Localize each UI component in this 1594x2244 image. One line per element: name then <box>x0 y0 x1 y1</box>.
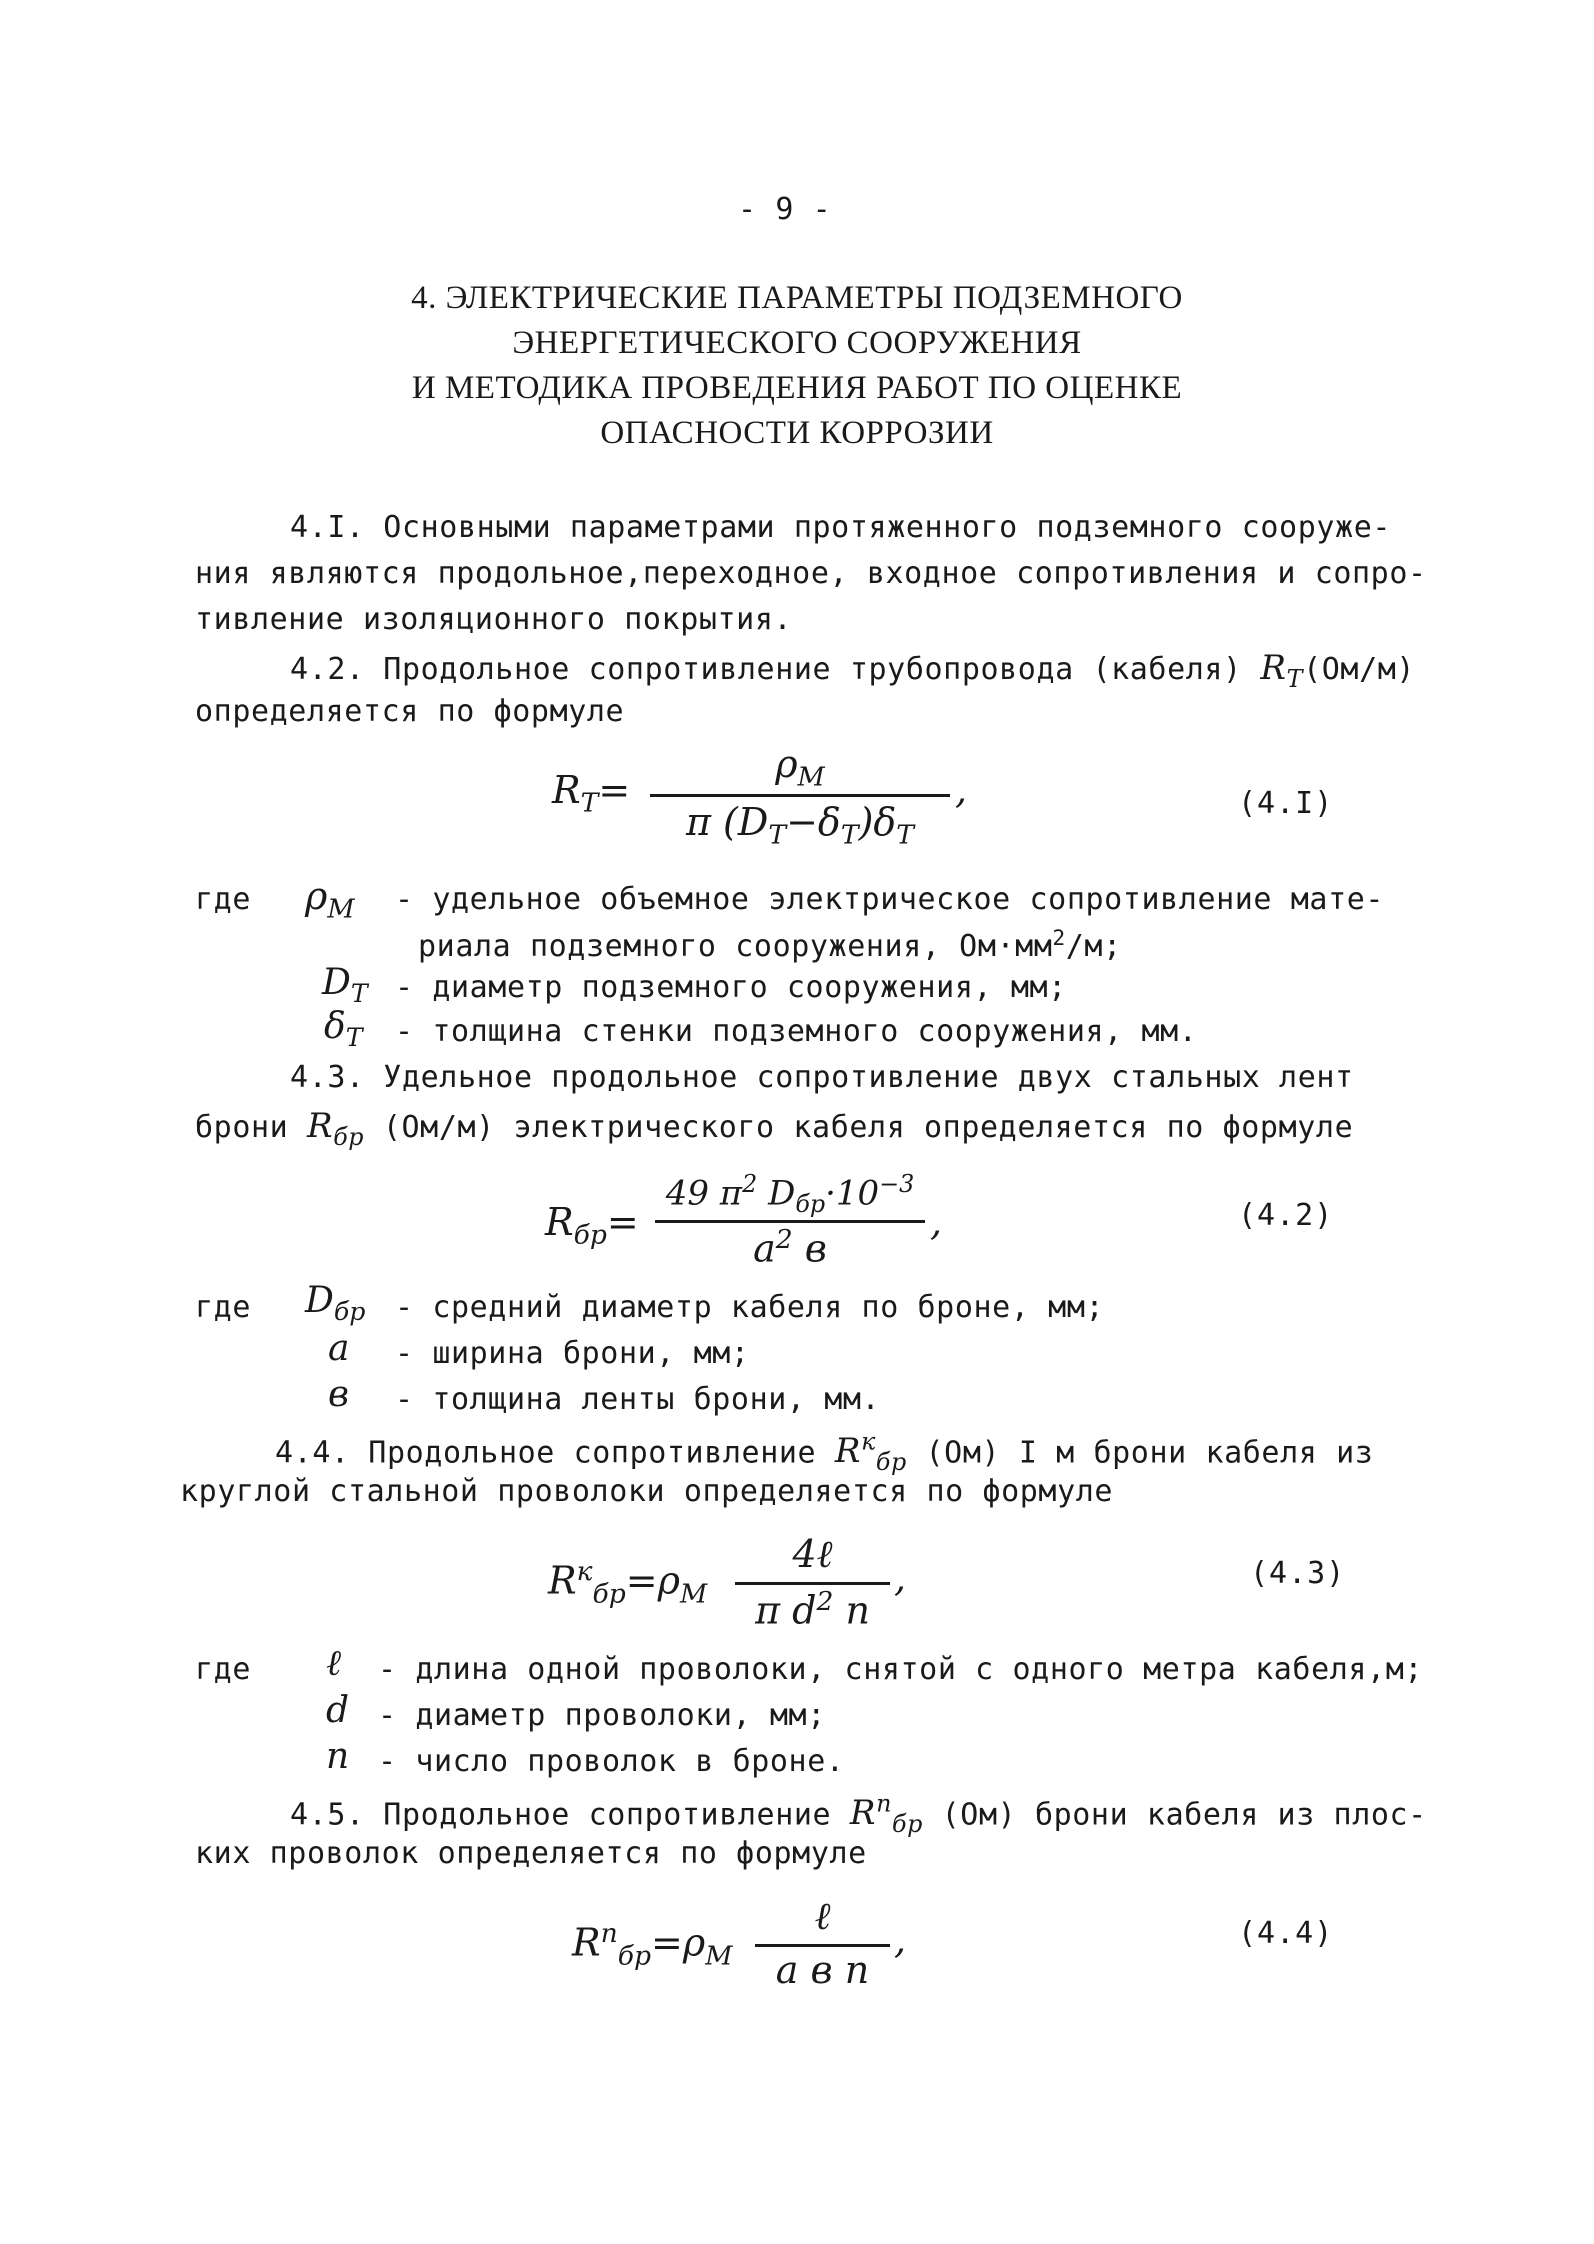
def-symbol: d <box>326 1690 350 1731</box>
rho-symbol: ρ <box>657 1558 680 1603</box>
denominator: a в n <box>775 1948 870 1992</box>
formula-lhs <box>572 1918 732 1971</box>
def-symbol <box>322 962 368 1008</box>
def-text: - удельное объемное электрическое сопротивление мате- <box>395 882 1385 917</box>
paragraph-line: 4.I. Основными параметрами протяженного подземного сооруже- <box>290 510 1392 545</box>
superscript: −3 <box>879 1170 915 1198</box>
def-text: - число проволок в броне. <box>378 1744 845 1779</box>
superscript: 2 <box>816 1586 834 1617</box>
paragraph-text: 4.4. Продольное сопротивление <box>275 1435 817 1471</box>
numerator: 4ℓ <box>792 1532 833 1576</box>
formula-comma: , <box>955 768 968 812</box>
def-text-part: риала подземного сооружения, Ом·мм <box>418 929 1053 964</box>
formula-symbol: R <box>572 1920 601 1965</box>
paragraph-line: ния являются продольное,переходное, входное сопротивления и сопро- <box>195 556 1427 591</box>
formula-number: (4.3) <box>1250 1556 1346 1591</box>
denominator <box>655 1224 925 1271</box>
def-text <box>418 926 1122 964</box>
symbol-subscript: Т <box>350 979 368 1009</box>
fraction-bar <box>655 1220 925 1223</box>
paragraph-line: круглой стальной проволоки определяется по формуле <box>180 1474 1114 1509</box>
paragraph-text: 4.5. Продольное сопротивление <box>290 1797 832 1833</box>
formula-number: (4.2) <box>1238 1198 1334 1233</box>
def-text: - ширина брони, мм; <box>395 1336 750 1371</box>
rho-symbol: ρ <box>682 1920 706 1965</box>
def-text: - диаметр подземного сооружения, мм; <box>395 970 1067 1005</box>
formula-superscript: к <box>576 1556 593 1587</box>
def-symbol: ℓ <box>326 1643 341 1684</box>
formula-subscript: бр <box>617 1940 652 1972</box>
paragraph-line <box>195 1106 1353 1151</box>
paragraph-text: брони <box>195 1110 289 1145</box>
formula-comma: , <box>894 1918 907 1962</box>
fraction-bar <box>755 1944 890 1947</box>
subscript: Т <box>896 819 915 851</box>
num-part: 49 π <box>665 1173 743 1214</box>
symbol-subscript: бр <box>892 1810 923 1839</box>
fraction <box>650 742 950 862</box>
where-label: где <box>195 1652 251 1687</box>
paragraph-line: 4.3. Удельное продольное сопротивление двух стальных лент <box>290 1060 1354 1095</box>
symbol-letter: R <box>834 1431 862 1472</box>
formula-number: (4.I) <box>1238 786 1334 821</box>
def-text: - толщина стенки подземного сооружения, мм. <box>395 1014 1198 1049</box>
equals-sign: = <box>625 1558 658 1603</box>
symbol-r-t <box>1260 648 1304 693</box>
paragraph-line: тивление изоляционного покрытия. <box>195 602 793 637</box>
def-text: - диаметр проволоки, мм; <box>378 1698 826 1733</box>
symbol-subscript: Т <box>1286 664 1304 693</box>
paragraph-text: (Ом/м) электрического кабеля определяется по формуле <box>382 1110 1354 1145</box>
fraction <box>755 1894 890 2004</box>
paragraph-text: (Ом) брони кабеля из плос- <box>941 1797 1427 1833</box>
superscript: 2 <box>775 1224 793 1255</box>
def-symbol: в <box>328 1374 349 1415</box>
den-part: π (D <box>685 800 769 844</box>
symbol-r-br <box>306 1106 365 1151</box>
equals-sign: = <box>606 1200 639 1244</box>
section-title-line: И МЕТОДИКА ПРОВЕДЕНИЯ РАБОТ ПО ОЦЕНКЕ <box>411 370 1183 406</box>
den-part: a <box>753 1226 776 1271</box>
section-title-line: 4. ЭЛЕКТРИЧЕСКИЕ ПАРАМЕТРЫ ПОДЗЕМНОГО <box>411 280 1183 316</box>
fraction <box>735 1532 890 1642</box>
symbol-subscript: Т <box>345 1023 363 1053</box>
paragraph-text: (Ом) I м брони кабеля из <box>925 1435 1374 1471</box>
formula-subscript: Т <box>580 787 599 819</box>
num-part: D <box>757 1173 796 1214</box>
formula-lhs <box>548 1556 707 1609</box>
symbol-subscript: М <box>327 893 355 925</box>
section-title-line: ЭНЕРГЕТИЧЕСКОГО СООРУЖЕНИЯ <box>512 325 1082 361</box>
formula-subscript: бр <box>573 1219 607 1251</box>
den-part: −δ <box>786 800 841 844</box>
def-text: - толщина ленты брони, мм. <box>395 1382 881 1417</box>
numerator <box>650 742 950 793</box>
symbol-letter: D <box>322 962 351 1003</box>
paragraph-line <box>275 1428 1373 1476</box>
symbol-letter: δ <box>324 1006 346 1047</box>
def-text: - средний диаметр кабеля по броне, мм; <box>395 1290 1105 1325</box>
subscript: Т <box>840 819 859 851</box>
def-symbol <box>324 1006 363 1052</box>
formula-lhs <box>552 768 630 819</box>
subscript: М <box>797 761 825 793</box>
formula-subscript: М <box>679 1578 708 1610</box>
rho-symbol: ρ <box>775 742 798 786</box>
paragraph-line <box>290 648 1415 693</box>
def-text-part: /м; <box>1065 929 1122 964</box>
subscript: Т <box>768 819 787 851</box>
symbol-subscript: бр <box>333 1122 365 1151</box>
numerator <box>655 1170 925 1218</box>
where-label: где <box>195 882 251 917</box>
formula-lhs <box>545 1200 639 1251</box>
def-symbol: a <box>328 1328 350 1369</box>
symbol-subscript: бр <box>333 1297 366 1327</box>
equals-sign: = <box>598 768 631 812</box>
den-part: )δ <box>858 800 897 844</box>
symbol-letter: R <box>849 1793 877 1834</box>
symbol-letter: R <box>1260 648 1287 688</box>
equals-sign: = <box>651 1920 683 1965</box>
page-number: - 9 - <box>738 192 832 227</box>
symbol-r-br-k <box>834 1428 907 1477</box>
formula-subscript: бр <box>592 1578 626 1610</box>
fraction-bar <box>735 1582 890 1585</box>
den-part: π d <box>755 1588 817 1633</box>
paragraph-line: ких проволок определяется по формуле <box>195 1836 867 1871</box>
symbol-superscript: п <box>876 1790 892 1818</box>
formula-subscript: М <box>705 1940 733 1972</box>
numerator: ℓ <box>814 1894 831 1938</box>
fraction <box>655 1170 925 1280</box>
where-label: где <box>195 1290 251 1325</box>
formula-symbol: R <box>548 1558 577 1603</box>
denominator <box>735 1586 890 1633</box>
def-symbol <box>305 874 355 925</box>
subscript: бр <box>795 1190 826 1219</box>
superscript: 2 <box>1052 926 1066 950</box>
symbol-subscript: бр <box>875 1448 907 1477</box>
def-symbol: n <box>326 1736 350 1777</box>
formula-comma: , <box>930 1200 943 1244</box>
den-part: n <box>833 1588 870 1633</box>
formula-comma: , <box>894 1556 907 1600</box>
formula-symbol: R <box>552 768 581 812</box>
paragraph-text: 4.2. Продольное сопротивление трубопровода (кабеля) <box>290 652 1242 687</box>
den-part: в <box>792 1226 827 1271</box>
formula-superscript: п <box>600 1918 618 1949</box>
paragraph-line: определяется по формуле <box>195 694 625 729</box>
symbol-r-br-p <box>849 1790 923 1839</box>
formula-symbol: R <box>545 1200 574 1244</box>
symbol-letter: D <box>305 1280 334 1321</box>
section-title-line: ОПАСНОСТИ КОРРОЗИИ <box>600 415 994 451</box>
def-symbol <box>305 1280 365 1326</box>
def-text: - длина одной проволоки, снятой с одного метра кабеля,м; <box>378 1652 1424 1687</box>
unit-text: (Ом/м) <box>1303 652 1416 687</box>
formula-number: (4.4) <box>1238 1916 1334 1951</box>
superscript: 2 <box>742 1170 758 1198</box>
symbol-superscript: к <box>861 1428 876 1456</box>
paragraph-line <box>290 1790 1427 1838</box>
fraction-bar <box>650 794 950 797</box>
denominator <box>650 800 950 851</box>
num-part: ·10 <box>825 1173 880 1214</box>
symbol-letter: R <box>306 1106 334 1146</box>
symbol-letter: ρ <box>305 874 328 918</box>
